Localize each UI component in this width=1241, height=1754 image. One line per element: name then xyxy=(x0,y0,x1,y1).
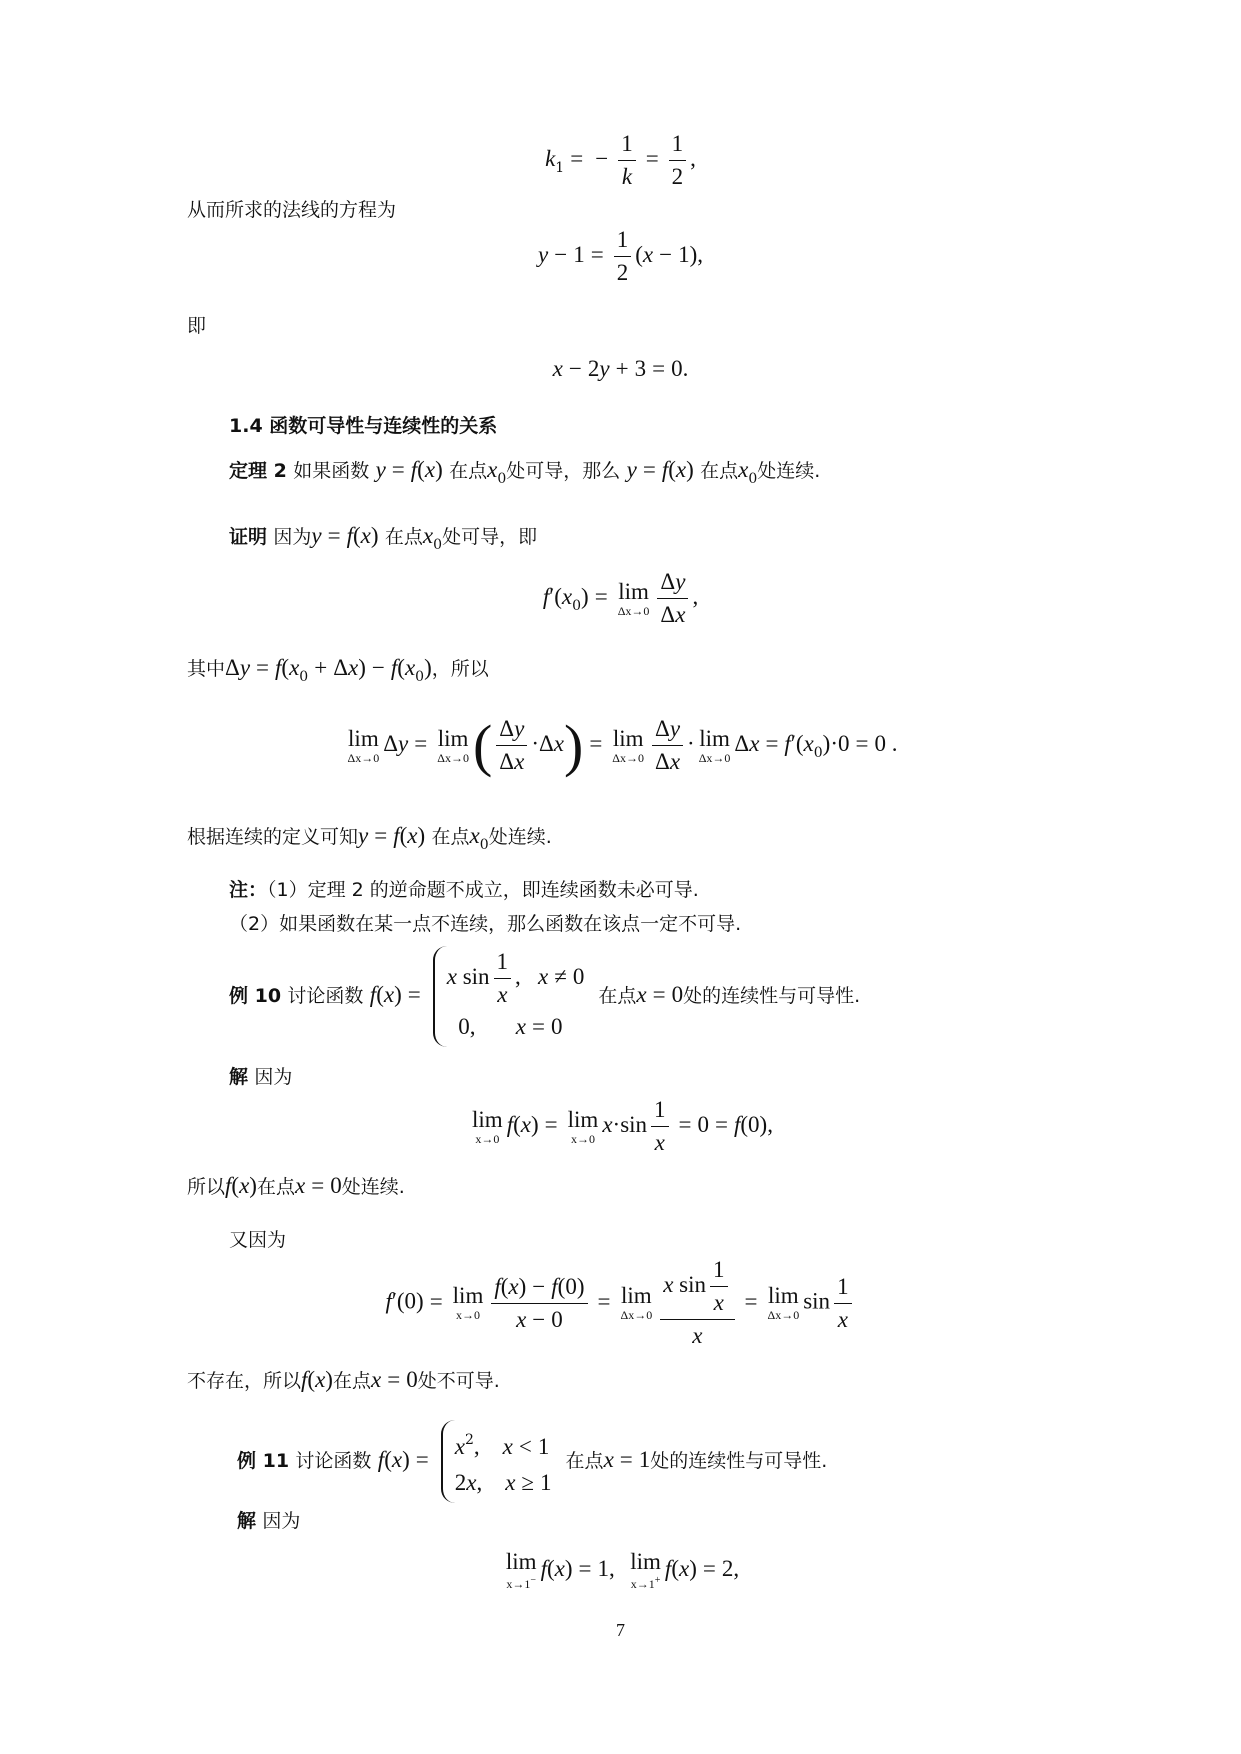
example-11: 例 11 讨论函数 f(x) = $x^2$, x < 1 2x, x ≥ 1 在点x = 1处的连续性与可导性. xyxy=(237,1420,827,1503)
ex10-continuity-conclusion: 所以f(x)在点x = 0处连续. xyxy=(187,1173,405,1198)
example-10: 例 10 讨论函数 f(x) = x sin $\frac{1}{x}$ , x ≠ 0 0, x = 0 在点x = 0处的连续性与可导性. xyxy=(229,946,860,1047)
note-1: 注：（1）定理 2 的逆命题不成立，即连续函数未必可导. xyxy=(229,879,699,901)
word-ji: 即 xyxy=(187,315,207,337)
theorem-2: 定理 2 如果函数 y = f(x) 在点$x_0$处可导，那么 y = f(x) 在点$x_0$处连续. xyxy=(229,457,821,487)
equation-ex10-continuity: lim x→0 f(x) = lim x→0 x·sin $\frac{1}{x}$ = 0 = f(0), xyxy=(472,1097,773,1155)
solution-11-start: 解 因为 xyxy=(237,1510,301,1532)
equation-ex11-one-sided-limits: lim x→1− f(x) = 1, lim x→1+ f(x) = 2, xyxy=(505,1549,740,1591)
you-yinwei: 又因为 xyxy=(229,1229,287,1251)
normal-line-intro: 从而所求的法线的方程为 xyxy=(187,199,397,221)
equation-normal-slope: $k_1$ = − $\frac{1}{k}$ = $\frac{1}{2}$ , xyxy=(545,131,696,189)
equation-normal-line: y − 1 = $\frac{1}{2}$ (x − 1), xyxy=(538,227,703,285)
section-heading: 1.4 函数可导性与连续性的关系 xyxy=(229,415,498,437)
proof-conclusion: 根据连续的定义可知y = f(x) 在点$x_0$处连续. xyxy=(187,823,552,853)
delta-y-definition: 其中$\Delta y = f(x_0 + \Delta x) - f(x_0)$，所以 xyxy=(187,655,489,685)
piecewise-ex10: x sin $\frac{1}{x}$ , x ≠ 0 0, x = 0 xyxy=(433,946,593,1047)
note-2: （2）如果函数在某一点不连续，那么函数在该点一定不可导. xyxy=(229,913,742,935)
proof-line: 证明 因为y = f(x) 在点$x_0$处可导，即 xyxy=(229,523,538,553)
piecewise-ex11: $x^2$, x < 1 2x, x ≥ 1 xyxy=(441,1420,560,1503)
solution-10-start: 解 因为 xyxy=(229,1066,293,1088)
equation-limit-delta-y: lim Δx→0 Δy = lim Δx→0 ( $\frac{\Delta y}{\Delta x}$ ·Δx) = lim Δx→0 $\frac{\Delta y}{\Delta x}$ · lim Δx→0 $\Delta x = f'(x_0)\cdot 0 = 0$ . xyxy=(347,713,898,778)
ex10-derivative-conclusion: 不存在，所以f(x)在点x = 0处不可导. xyxy=(187,1367,500,1392)
equation-derivative-definition: $f'(x_0)$ = lim Δx→0 $\frac{\Delta y}{\Delta x}$ , xyxy=(542,569,699,627)
equation-ex10-derivative: f′(0) = lim x→0 $\frac{f(x) - f(0)}{x - 0}$ = lim Δx→0 x sin $\frac{1}{x}$ x = lim Δx→0 sin $\frac{1}{x}$ xyxy=(0,1256,1241,1350)
equation-normal-line-general: x − 2y + 3 = 0. xyxy=(552,356,689,381)
page-number: 7 xyxy=(616,1620,625,1640)
